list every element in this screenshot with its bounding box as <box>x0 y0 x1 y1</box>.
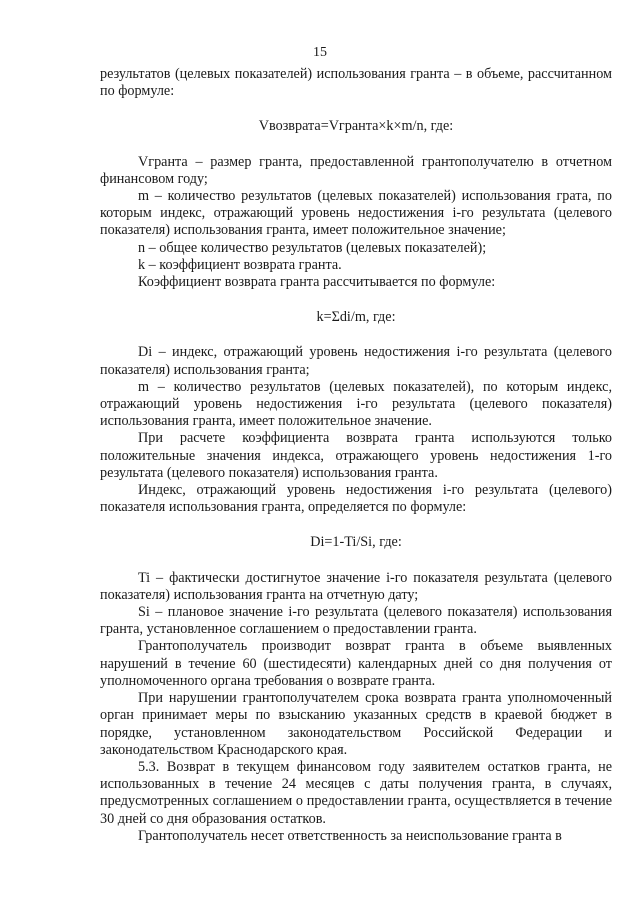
document-body <box>100 66 612 845</box>
paragraph: Индекс, отражающий уровень недостижения i-го результата (целевого) показателя использования гранта, определяется по формуле: <box>100 482 612 516</box>
paragraph: При расчете коэффициента возврата гранта используются только положительные значения индекса, отражающего уровень недостижения 1-го результата (целевого показателя) использования гранта. <box>100 430 612 481</box>
paragraph: Коэффициент возврата гранта рассчитывается по формуле: <box>138 274 496 291</box>
paragraph: m – количество результатов (целевых показателей) использования грата, по которым индекс, отражающий уровень недостижения i-го результата (целевого показателя) использования гранта, имеет положительное значение; <box>100 188 612 239</box>
paragraph: При нарушении грантополучателем срока возврата гранта уполномоченный орган принимает меры по взысканию указанных средств в краевой бюджет в порядке, установленном законодательством Российской Федерации и законодательством Краснодарского края. <box>100 690 612 758</box>
paragraph: k – коэффициент возврата гранта. <box>138 256 342 273</box>
paragraph: 5.3. Возврат в текущем финансовом году заявителем остатков гранта, не использованных в течение 24 месяцев с даты получения гранта, в случаях, предусмотренных соглашением о предоставлении гранта, осуществляется в течение 30 дней со дня образования остатков. <box>100 758 612 827</box>
paragraph: Грантополучатель производит возврат гранта в объеме выявленных нарушений в течение 60 (шестидесяти) календарных дней со дня получения от уполномоченного органа требования о возврате гранта. <box>100 638 612 689</box>
paragraph: n – общее количество результатов (целевых показателей); <box>138 239 487 256</box>
formula-refund-volume: Vвозврата=Vгранта×k×m/n, где: <box>258 118 454 135</box>
paragraph: Грантополучатель несет ответственность за неиспользование гранта в <box>138 827 562 844</box>
paragraph: m – количество результатов (целевых показателей), по которым индекс, отражающий уровень недостижения i-го результата (целевого показателя) использования гранта, имеет положительное значение. <box>100 378 612 430</box>
formula-refund-coefficient: k=Σdi/m, где: <box>316 309 396 326</box>
paragraph: результатов (целевых показателей) использования гранта – в объеме, рассчитанном по формуле: <box>100 66 612 100</box>
paragraph: Si – плановое значение i-го результата (целевого показателя) использования гранта, установленное соглашением о предоставлении гранта. <box>100 604 612 638</box>
formula-index: Di=1-Ti/Si, где: <box>310 534 402 551</box>
paragraph: Vгранта – размер гранта, предоставленной грантополучателю в отчетном финансовом году; <box>100 153 612 187</box>
paragraph: Di – индекс, отражающий уровень недостижения i-го результата (целевого показателя) использования гранта; <box>100 344 612 378</box>
paragraph: Ti – фактически достигнутое значение i-го показателя результата (целевого показателя) использования гранта на отчетную дату; <box>100 569 612 603</box>
page-number: 15 <box>313 45 327 60</box>
